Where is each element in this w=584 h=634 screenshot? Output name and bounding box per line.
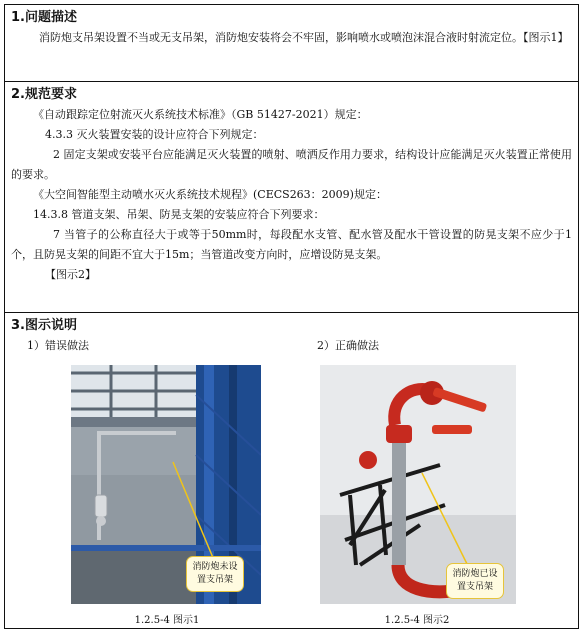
requirements-heading: 2.规范要求 <box>11 87 77 102</box>
wrong-callout: 消防炮未设置支吊架 <box>186 556 244 592</box>
right-practice-label: 2）正确做法 <box>317 339 379 352</box>
caption-figure-1: 1.2.5-4 图示1 <box>134 615 200 626</box>
caption-figure-2: 1.2.5-4 图示2 <box>384 615 450 626</box>
problem-section <box>5 5 578 82</box>
document-table <box>4 4 579 629</box>
clause-14-3-8: 14.3.8 管道支架、吊架、防晃支架的安装应符合下列要求： <box>33 208 325 221</box>
illustration-section <box>5 313 578 630</box>
requirements-section <box>5 82 578 313</box>
illustration-heading: 3.图示说明 <box>11 318 77 333</box>
clause-14-3-8-item-7: 7 当管子的公称直径大于或等于50mm时，每段配水支管、配水管及配水干管设置的防晃支架不应少于1个，且防晃支架的间距不宜大于15m；当管道改变方向时，应增设防晃支架。 <box>11 228 572 261</box>
standard-1-title: 《自动跟踪定位射流灭火系统技术标准》（GB 51427-2021）规定： <box>33 108 368 121</box>
wrong-practice-label: 1）错误做法 <box>27 339 89 352</box>
right-callout: 消防炮已设置支吊架 <box>446 563 504 599</box>
problem-heading: 1.问题描述 <box>11 10 77 25</box>
standard-2-title: 《大空间智能型主动喷水灭火系统技术规程》(CECS263：2009)规定： <box>33 188 387 201</box>
clause-4-3-3-item-2: 2 固定支架或安装平台应能满足灭火装置的喷射、喷洒反作用力要求，结构设计应能满足灭火装置正常使用的要求。 <box>11 148 572 181</box>
problem-text: 消防炮支吊架设置不当或无支吊架，消防炮安装将会不牢固，影响喷水或喷泡沫混合液时射流定位。【图示1】 <box>39 31 569 44</box>
clause-4-3-3: 4.3.3 灭火装置安装的设计应符合下列规定： <box>45 128 264 141</box>
figure-2-ref: 【图示2】 <box>45 268 96 281</box>
